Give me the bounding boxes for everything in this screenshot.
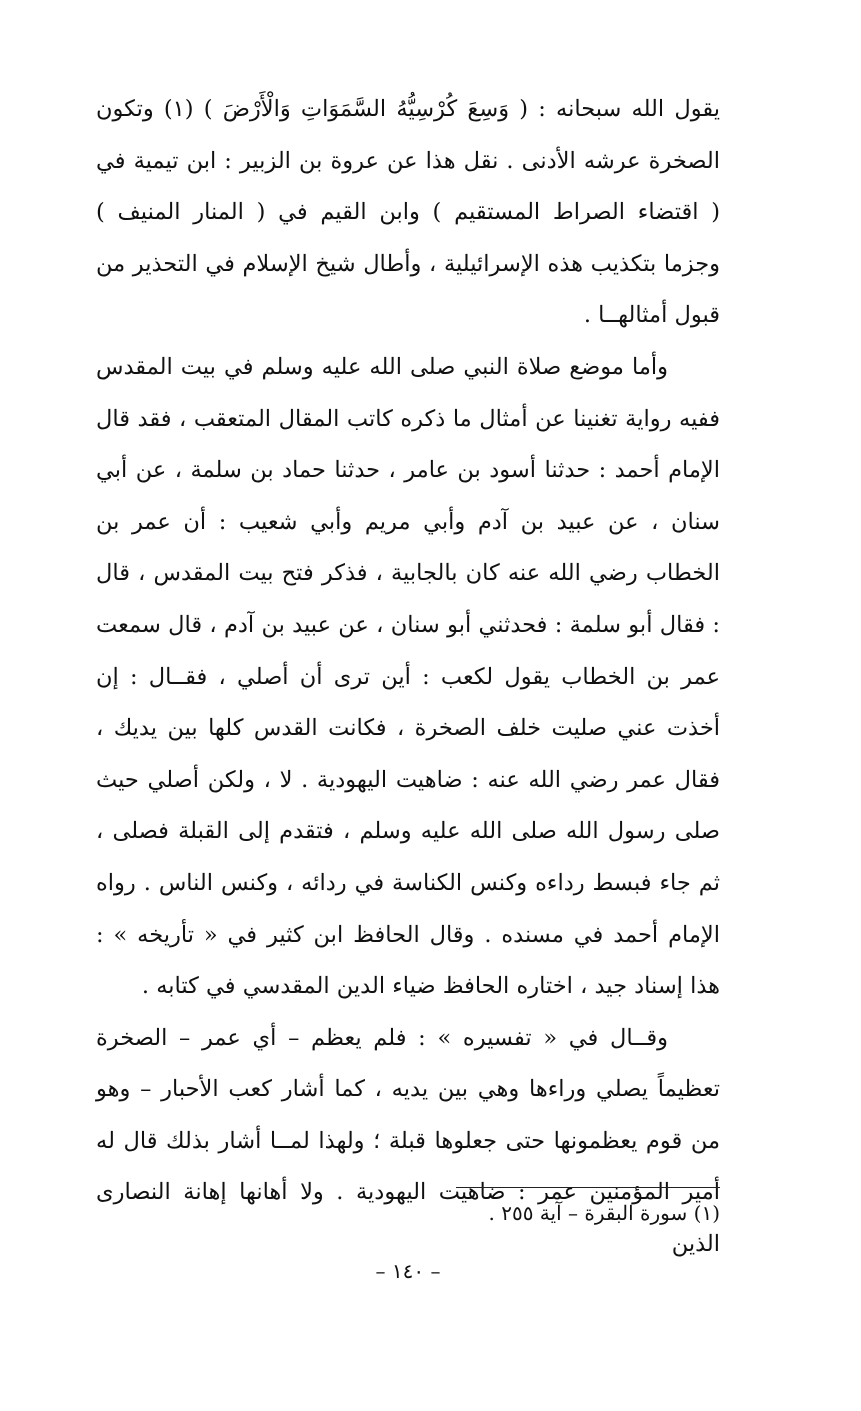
paragraph-2: وأما موضع صلاة النبي صلى الله عليه وسلم في بيت المقدس ففيه رواية تغنينا عن أمثال ما ذكره كاتب المقال المتعقب ، فقد قال الإمام أحمد : حدثنا أسود بن عامر ، حدثنا حماد بن سلمة ، عن أبي سنان ، عن عبيد بن آدم وأبي مريم وأبي شعيب : أن عمر بن الخطاب رضي الله عنه كان بالجابية ، فذكر فتح بيت المقدس ، قال : فقال أبو سلمة : فحدثني أبو سنان ، عن عبيد بن آدم ، قال سمعت عمر بن الخطاب يقول لكعب : أين ترى أن أصلي ، فقــال : إن أخذت عني صليت خلف الصخرة ، فكانت القدس كلها بين يديك ، فقال عمر رضي الله عنه : ضاهيت اليهودية . لا ، ولكن أصلي حيث صلى رسول الله صلى الله عليه وسلم ، فتقدم إلى القبلة فصلى ، ثم جاء فبسط رداءه وكنس الكناسة في ردائه ، وكنس الناس . رواه الإمام أحمد في مسنده . وقال الحافظ ابن كثير في « تأريخه » : هذا إسناد جيد ، اختاره الحافظ ضياء الدين المقدسي في كتابه . [96, 353, 720, 1000]
book-page [96, 84, 720, 1384]
paragraph-1: يقول الله سبحانه : ( وَسِعَ كُرْسِيُّهُ السَّمَوَاتِ وَالْأَرْضَ ) (١) وتكون الصخرة عرشه الأدنى . نقل هذا عن عروة بن الزبير : ابن تيمية في ( اقتضاء الصراط المستقيم ) وابن القيم في ( المنار المنيف ) وجزما بتكذيب هذه الإسرائيلية ، وأطال شيخ الإسلام في التحذير من قبول أمثالهــا . [96, 96, 720, 329]
page-number: – ١٤٠ – [375, 1259, 441, 1283]
footnote-separator [456, 1187, 720, 1188]
main-text [96, 84, 720, 1271]
paragraph-3: وقــال في « تفسيره » : فلم يعظم – أي عمر – الصخرة تعظيماً يصلي وراءها وهي بين يديه ، كما أشار كعب الأحبار – وهو من قوم يعظمونها حتى جعلوها قبلة ؛ ولهذا لمــا أشار بذلك قال له أمير المؤمنين عمر : ضاهيت اليهودية . ولا أهانها إهانة النصارى الذين [96, 1024, 720, 1258]
footnote: (١) سورة البقرة – آية ٢٥٥ . [488, 1201, 720, 1225]
